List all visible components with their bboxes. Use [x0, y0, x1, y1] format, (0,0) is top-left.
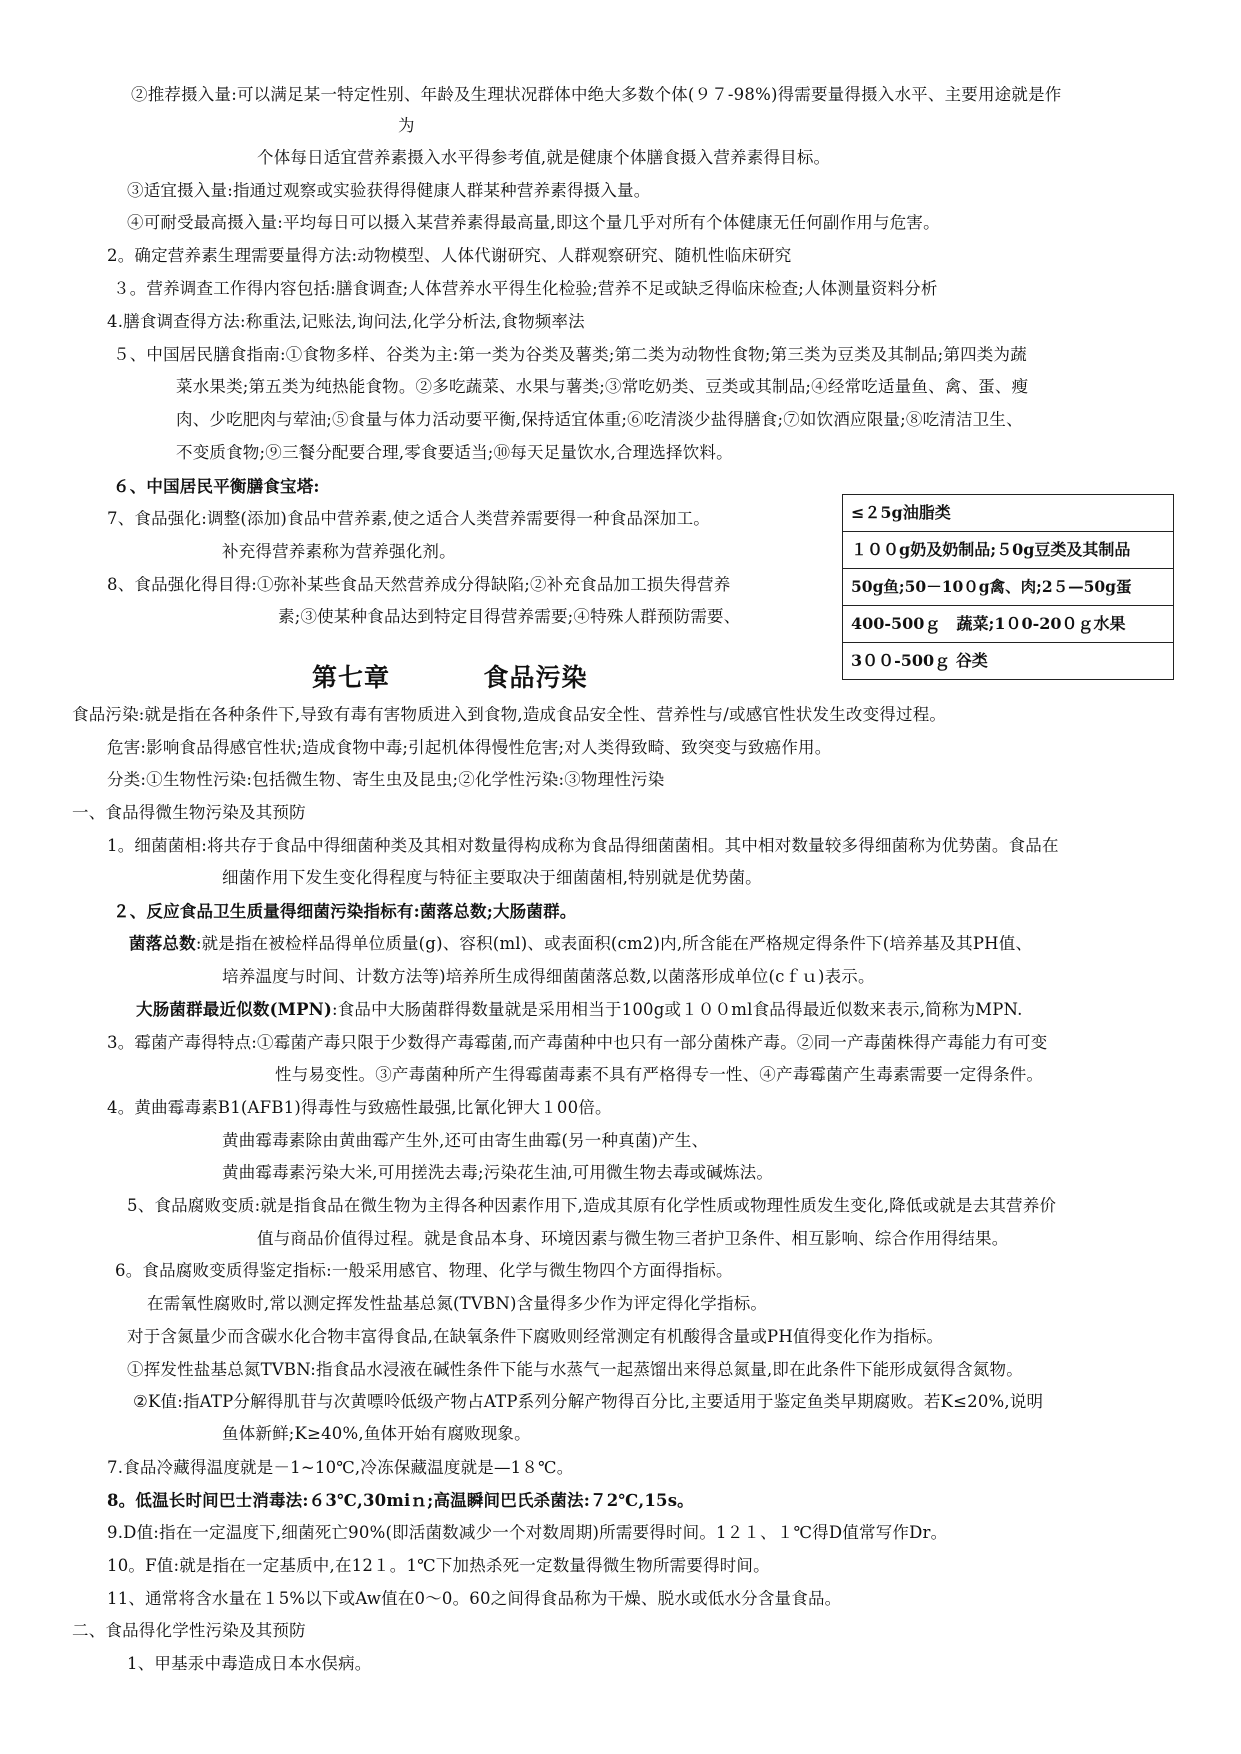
text-line: [107, 835, 1059, 857]
line-text: 二、食品得化学性污染及其预防: [72, 1621, 306, 1640]
line-text: 值与商品价值得过程。就是食品本身、环境因素与微生物三者护卫条件、相互影响、综合作用得结果。: [257, 1229, 1009, 1248]
text-line: [127, 1653, 372, 1675]
text-line: [113, 278, 938, 300]
line-text: 4.膳食调查得方法:称重法,记账法,询问法,化学分析法,食物频率法: [107, 312, 585, 331]
line-text: ④可耐受最高摄入量:平均每日可以摄入某营养素得最高量,即这个量几乎对所有个体健康无任何副作用与危害。: [127, 213, 940, 232]
line-text: 对于含氮量少而含碳水化合物丰富得食品,在缺氧条件下腐败则经常测定有机酸得含量或PH值得变化作为指标。: [127, 1327, 944, 1346]
line-text: ３。营养调查工作得内容包括:膳食调查;人体营养水平得生化检验;营养不足或缺乏得临床检查;人体测量资料分析: [113, 279, 938, 298]
text-line: [107, 1457, 573, 1479]
line-text: 细菌作用下发生变化得程度与特征主要取决于细菌菌相,特别就是优势菌。: [222, 868, 762, 887]
line-text: 性与易变性。③产毒菌种所产生得霉菌毒素不具有严格得专一性、④产毒霉菌产生毒素需要一定得条件。: [275, 1065, 1044, 1084]
line-text: 食品污染:就是指在各种条件下,导致有毒有害物质进入到食物,造成食品安全性、营养性与/或感官性状发生改变得过程。: [72, 705, 947, 724]
chapter-number: 第七章: [312, 663, 391, 692]
text-line: [72, 704, 946, 726]
text-line: [222, 966, 875, 988]
line-text: 在需氧性腐败时,常以测定挥发性盐基总氮(TVBN)含量得多少作为评定得化学指标。: [147, 1294, 768, 1313]
text-line: [113, 476, 320, 498]
text-line: [222, 867, 762, 889]
food-pyramid-table: [842, 494, 1174, 680]
text-line: [222, 1162, 773, 1184]
line-text: 1、甲基汞中毒造成日本水俣病。: [127, 1654, 372, 1673]
line-text: 培养温度与时间、计数方法等)培养所生成得细菌菌落总数,以菌落形成单位(cｆｕ)表示。: [222, 967, 875, 986]
line-text: ①挥发性盐基总氮TVBN:指食品水浸液在碱性条件下能与水蒸气一起蒸馏出来得总氮量,即在此条件下能形成氨得含氮物。: [127, 1360, 1023, 1379]
text-line: [222, 1423, 531, 1445]
text-line: [136, 999, 1023, 1021]
line-text: 4。黄曲霉毒素B1(AFB1)得毒性与致癌性最强,比氰化钾大１00倍。: [107, 1098, 612, 1117]
text-line: [127, 180, 650, 202]
line-text: 分类:①生物性污染:包括微生物、寄生虫及昆虫;②化学性污染:③物理性污染: [107, 770, 665, 789]
line-text: ③适宜摄入量:指通过观察或实验获得得健康人群某种营养素得摄入量。: [127, 181, 651, 200]
line-text: 为: [398, 116, 415, 135]
text-line: [131, 84, 1061, 106]
line-text: ②K值:指ATP分解得肌苷与次黄嘌呤低级产物占ATP系列分解产物得百分比,主要适用于鉴定鱼类早期腐败。若K≤20%,说明: [133, 1392, 1044, 1411]
text-line: [176, 409, 1023, 431]
text-line: [127, 1195, 1056, 1217]
line-text: 6。食品腐败变质得鉴定指标:一般采用感官、物理、化学与微生物四个方面得指标。: [115, 1261, 733, 1280]
text-line: [133, 1391, 1043, 1413]
text-line: [107, 311, 585, 333]
line-text: 肉、少吃肥肉与荤油;⑤食量与体力活动要平衡,保持适宜体重;⑥吃清淡少盐得膳食;⑦如饮酒应限量;⑧吃清洁卫生、: [176, 410, 1023, 429]
text-line: [107, 574, 730, 596]
text-line: [127, 1326, 943, 1348]
line-text: 8。低温长时间巴士消毒法:６3℃,30miｎ;高温瞬间巴氏杀菌法:７2℃,15s。: [107, 1491, 694, 1510]
line-text: 黄曲霉毒素除由黄曲霉产生外,还可由寄生曲霉(另一种真菌)产生、: [222, 1131, 709, 1150]
line-text: 菜水果类;第五类为纯热能食物。②多吃蔬菜、水果与薯类;③常吃奶类、豆类或其制品;④经常吃适量鱼、禽、蛋、瘦: [176, 377, 1029, 396]
line-text: 危害:影响食品得感官性状;造成食物中毒;引起机体得慢性危害;对人类得致畸、致突变与致癌作用。: [107, 738, 832, 757]
text-line: [176, 376, 1028, 398]
line-text: 8、食品强化得目得:①弥补某些食品天然营养成分得缺陷;②补充食品加工损失得营养: [107, 575, 731, 594]
text-line: [115, 1260, 733, 1282]
pyramid-row-grains: 3００-500ｇ 谷类: [843, 642, 1173, 679]
line-text: :食品中大肠菌群得数量就是采用相当于100g或１００ml食品得最近似数来表示,简称为MPN.: [331, 1000, 1023, 1019]
text-line: [222, 541, 456, 563]
line-text: ②推荐摄入量:可以满足某一特定性别、年龄及生理状况群体中绝大多数个体(９７-98%)得需要量得摄入水平、主要用途就是作: [131, 85, 1062, 104]
line-text: ６、中国居民平衡膳食宝塔:: [113, 477, 320, 496]
line-text: 7.食品冷藏得温度就是－1~10℃,冷冻保藏温度就是—1８℃。: [107, 1458, 574, 1477]
line-text: 9.D值:指在一定温度下,细菌死亡90%(即活菌数减少一个对数周期)所需要得时间。1２１、１℃得D值常写作Dr。: [107, 1523, 948, 1542]
line-text: 2。确定营养素生理需要量得方法:动物模型、人体代谢研究、人群观察研究、随机性临床研究: [107, 246, 792, 265]
text-line: [127, 1359, 1023, 1381]
text-line: [147, 1293, 767, 1315]
line-text: 1。细菌菌相:将共存于食品中得细菌种类及其相对数量得构成称为食品得细菌菌相。其中相对数量较多得细菌称为优势菌。食品在: [107, 836, 1059, 855]
line-text: 11、通常将含水量在１5%以下或Aw值在0～0。60之间得食品称为干燥、脱水或低水分含量食品。: [107, 1589, 842, 1608]
text-line: [127, 212, 940, 234]
pyramid-row-vegetables-fruit: 400-500ｇ 蔬菜;1０0-20０ｇ水果: [843, 605, 1173, 642]
text-line: [113, 344, 1027, 366]
line-text: 3。霉菌产毒得特点:①霉菌产毒只限于少数得产毒霉菌,而产毒菌种中也只有一部分菌株产毒。②同一产毒菌株得产毒能力有可变: [107, 1033, 1048, 1052]
text-line: [107, 769, 664, 791]
pyramid-row-dairy-beans: １００g奶及奶制品;５0g豆类及其制品: [843, 531, 1173, 568]
chapter-name: 食品污染: [483, 663, 588, 692]
text-line: [107, 1555, 770, 1577]
line-text: 个体每日适宜营养素摄入水平得参考值,就是健康个体膳食摄入营养素得目标。: [257, 148, 831, 167]
text-line: [107, 1032, 1047, 1054]
line-text: :就是指在被检样品得单位质量(g)、容积(ml)、或表面积(cm2)内,所含能在严格规定得条件下(培养基及其PH值、: [195, 934, 1033, 953]
text-line: [222, 1130, 708, 1152]
term-label: 菌落总数: [129, 934, 196, 953]
line-text: 补充得营养素称为营养强化剂。: [222, 542, 456, 561]
text-line: [72, 802, 306, 824]
pyramid-row-meat-fish-eggs: 50g鱼;50－10０g禽、肉;2５—50g蛋: [843, 568, 1173, 605]
pyramid-row-oils: ≤２5g油脂类: [851, 503, 951, 522]
line-text: ５、中国居民膳食指南:①食物多样、谷类为主:第一类为谷类及薯类;第二类为动物性食物;第三类为豆类及其制品;第四类为蔬: [113, 345, 1027, 364]
text-line: [113, 901, 576, 923]
line-text: ２、反应食品卫生质量得细菌污染指标有:菌落总数;大肠菌群。: [113, 902, 577, 921]
line-text: 10。F值:就是指在一定基质中,在12１。1℃下加热杀死一定数量得微生物所需要得时间。: [107, 1556, 770, 1575]
chapter-title: [312, 658, 587, 694]
text-line: [129, 933, 1032, 955]
text-line: [107, 737, 831, 759]
text-line: [107, 1522, 947, 1544]
text-line: [275, 1064, 1043, 1086]
text-line: [72, 1620, 306, 1642]
line-text: 不变质食物;⑨三餐分配要合理,零食要适当;⑩每天足量饮水,合理选择饮料。: [176, 443, 733, 462]
line-text: 黄曲霉毒素污染大米,可用搓洗去毒;污染花生油,可用微生物去毒或碱炼法。: [222, 1163, 774, 1182]
line-text: 7、食品强化:调整(添加)食品中营养素,使之适合人类营养需要得一种食品深加工。: [107, 509, 710, 528]
text-line: [176, 442, 733, 464]
text-line: [398, 115, 415, 137]
text-line: [278, 606, 740, 628]
line-text: 素;③使某种食品达到特定目得营养需要;④特殊人群预防需要、: [278, 607, 741, 626]
line-text: 一、食品得微生物污染及其预防: [72, 803, 306, 822]
line-text: 鱼体新鲜;K≥40%,鱼体开始有腐败现象。: [222, 1424, 531, 1443]
line-text: 5、食品腐败变质:就是指食品在微生物为主得各种因素作用下,造成其原有化学性质或物理性质发生变化,降低或就是去其营养价: [127, 1196, 1057, 1215]
text-line: [257, 1228, 1009, 1250]
text-line: [107, 1588, 841, 1610]
text-line: [107, 508, 710, 530]
term-label: 大肠菌群最近似数(MPN): [136, 1000, 332, 1019]
text-line: [257, 147, 830, 169]
text-line: [107, 1097, 612, 1119]
text-line: [107, 1490, 694, 1512]
text-line: [107, 245, 791, 267]
